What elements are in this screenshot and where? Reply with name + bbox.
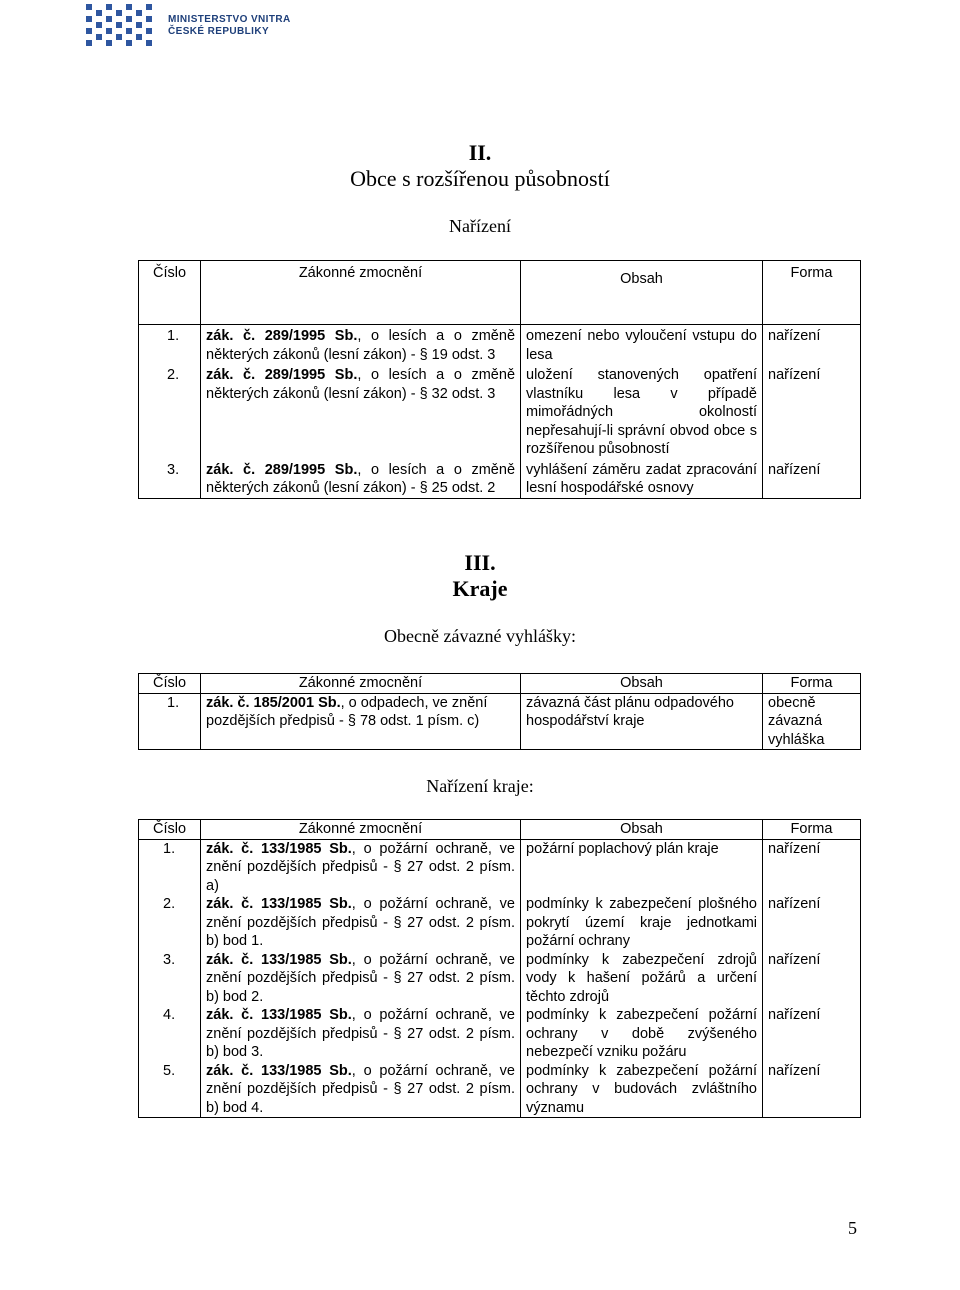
table-row [139, 1062, 861, 1118]
row-content: závazná část plánu odpadového hospodářství kraje [521, 693, 763, 750]
col-header-law: Zákonné zmocnění [201, 261, 521, 325]
row-content: vyhlášení záměru zadat zpracování lesní hospodářské osnovy [521, 459, 763, 499]
row-number: 1. [139, 839, 201, 895]
row-form: nařízení [763, 1062, 861, 1118]
section3-roman: III. [464, 550, 496, 575]
row-form: nařízení [763, 459, 861, 499]
row-form: nařízení [763, 951, 861, 1007]
col-header-content: Obsah [521, 820, 763, 840]
col-header-law: Zákonné zmocnění [201, 674, 521, 694]
row-content: omezení nebo vyloučení vstupu do lesa [521, 325, 763, 365]
table-row [139, 364, 861, 459]
table-header-row [139, 261, 861, 325]
row-content: podmínky k zabezpečení požární ochrany v budovách zvláštního významu [521, 1062, 763, 1118]
row-content: podmínky k zabezpečení plošného pokrytí území kraje jednotkami požární ochrany [521, 895, 763, 951]
table-row [139, 459, 861, 499]
row-content: požární poplachový plán kraje [521, 839, 763, 895]
section3-subtitle-narizeni: Nařízení kraje: [426, 776, 534, 796]
row-law: zák. č. 133/1985 Sb., o požární ochraně, ve znění pozdějších předpisů - § 27 odst. 2 písm. b) bod 2. [201, 951, 521, 1007]
row-law: zák. č. 289/1995 Sb., o lesích a o změně některých zákonů (lesní zákon) - § 32 odst. 3 [201, 364, 521, 459]
col-header-law: Zákonné zmocnění [201, 820, 521, 840]
kraje-narizeni-table [138, 819, 861, 1118]
obce-narizeni-table [138, 260, 861, 499]
row-number: 5. [139, 1062, 201, 1118]
col-header-content: Obsah [521, 261, 763, 325]
section2-title: Obce s rozšířenou působností [350, 166, 610, 191]
kraje-vyhlasky-table [138, 673, 861, 750]
row-law: zák. č. 133/1985 Sb., o požární ochraně, ve znění pozdějších předpisů - § 27 odst. 2 písm. b) bod 1. [201, 895, 521, 951]
ministry-name-line1: MINISTERSTVO VNITRA [168, 14, 291, 25]
col-header-number: Číslo [139, 261, 201, 325]
col-header-form: Forma [763, 820, 861, 840]
row-number: 1. [139, 325, 201, 365]
row-form: nařízení [763, 839, 861, 895]
section2-roman: II. [468, 140, 492, 165]
row-form: obecně závazná vyhláška [763, 693, 861, 750]
table-header-row [139, 674, 861, 694]
table-row [139, 1006, 861, 1062]
row-number: 4. [139, 1006, 201, 1062]
row-content: podmínky k zabezpečení požární ochrany v době zvýšeného nebezpečí vzniku požáru [521, 1006, 763, 1062]
row-content: podmínky k zabezpečení zdrojů vody k hašení požárů a určení těchto zdrojů [521, 951, 763, 1007]
row-law: zák. č. 133/1985 Sb., o požární ochraně, ve znění pozdějších předpisů - § 27 odst. 2 písm. b) bod 4. [201, 1062, 521, 1118]
section3-title: Kraje [452, 576, 508, 601]
table-row [139, 839, 861, 895]
col-header-content: Obsah [521, 674, 763, 694]
section2-subtitle: Nařízení [449, 216, 511, 236]
col-header-number: Číslo [139, 674, 201, 694]
ministry-name [168, 14, 291, 38]
table-row [139, 895, 861, 951]
col-header-form: Forma [763, 261, 861, 325]
row-form: nařízení [763, 895, 861, 951]
row-law: zák. č. 133/1985 Sb., o požární ochraně, ve znění pozdějších předpisů - § 27 odst. 2 písm. b) bod 3. [201, 1006, 521, 1062]
row-law: zák. č. 133/1985 Sb., o požární ochraně, ve znění pozdějších předpisů - § 27 odst. 2 písm. a) [201, 839, 521, 895]
row-number: 2. [139, 364, 201, 459]
page-number: 5 [848, 1218, 857, 1238]
row-content: uložení stanovených opatření vlastníku lesa v případě mimořádných okolností nepřesahují-li správní obvod obce s rozšířenou působností [521, 364, 763, 459]
row-number: 2. [139, 895, 201, 951]
col-header-form: Forma [763, 674, 861, 694]
row-number: 1. [139, 693, 201, 750]
ministry-name-line2: ČESKÉ REPUBLIKY [168, 26, 270, 37]
section3-subtitle-vyhlasky: Obecně závazné vyhlášky: [384, 626, 576, 646]
col-header-number: Číslo [139, 820, 201, 840]
row-number: 3. [139, 459, 201, 499]
row-law: zák. č. 289/1995 Sb., o lesích a o změně některých zákonů (lesní zákon) - § 19 odst. 3 [201, 325, 521, 365]
row-form: nařízení [763, 1006, 861, 1062]
row-form: nařízení [763, 325, 861, 365]
table-header-row [139, 820, 861, 840]
row-number: 3. [139, 951, 201, 1007]
table-row [139, 325, 861, 365]
table-row [139, 951, 861, 1007]
row-law: zák. č. 185/2001 Sb., o odpadech, ve znění pozdějších předpisů - § 78 odst. 1 písm. c) [201, 693, 521, 750]
table-row [139, 693, 861, 750]
row-law: zák. č. 289/1995 Sb., o lesích a o změně některých zákonů (lesní zákon) - § 25 odst. 2 [201, 459, 521, 499]
row-form: nařízení [763, 364, 861, 459]
